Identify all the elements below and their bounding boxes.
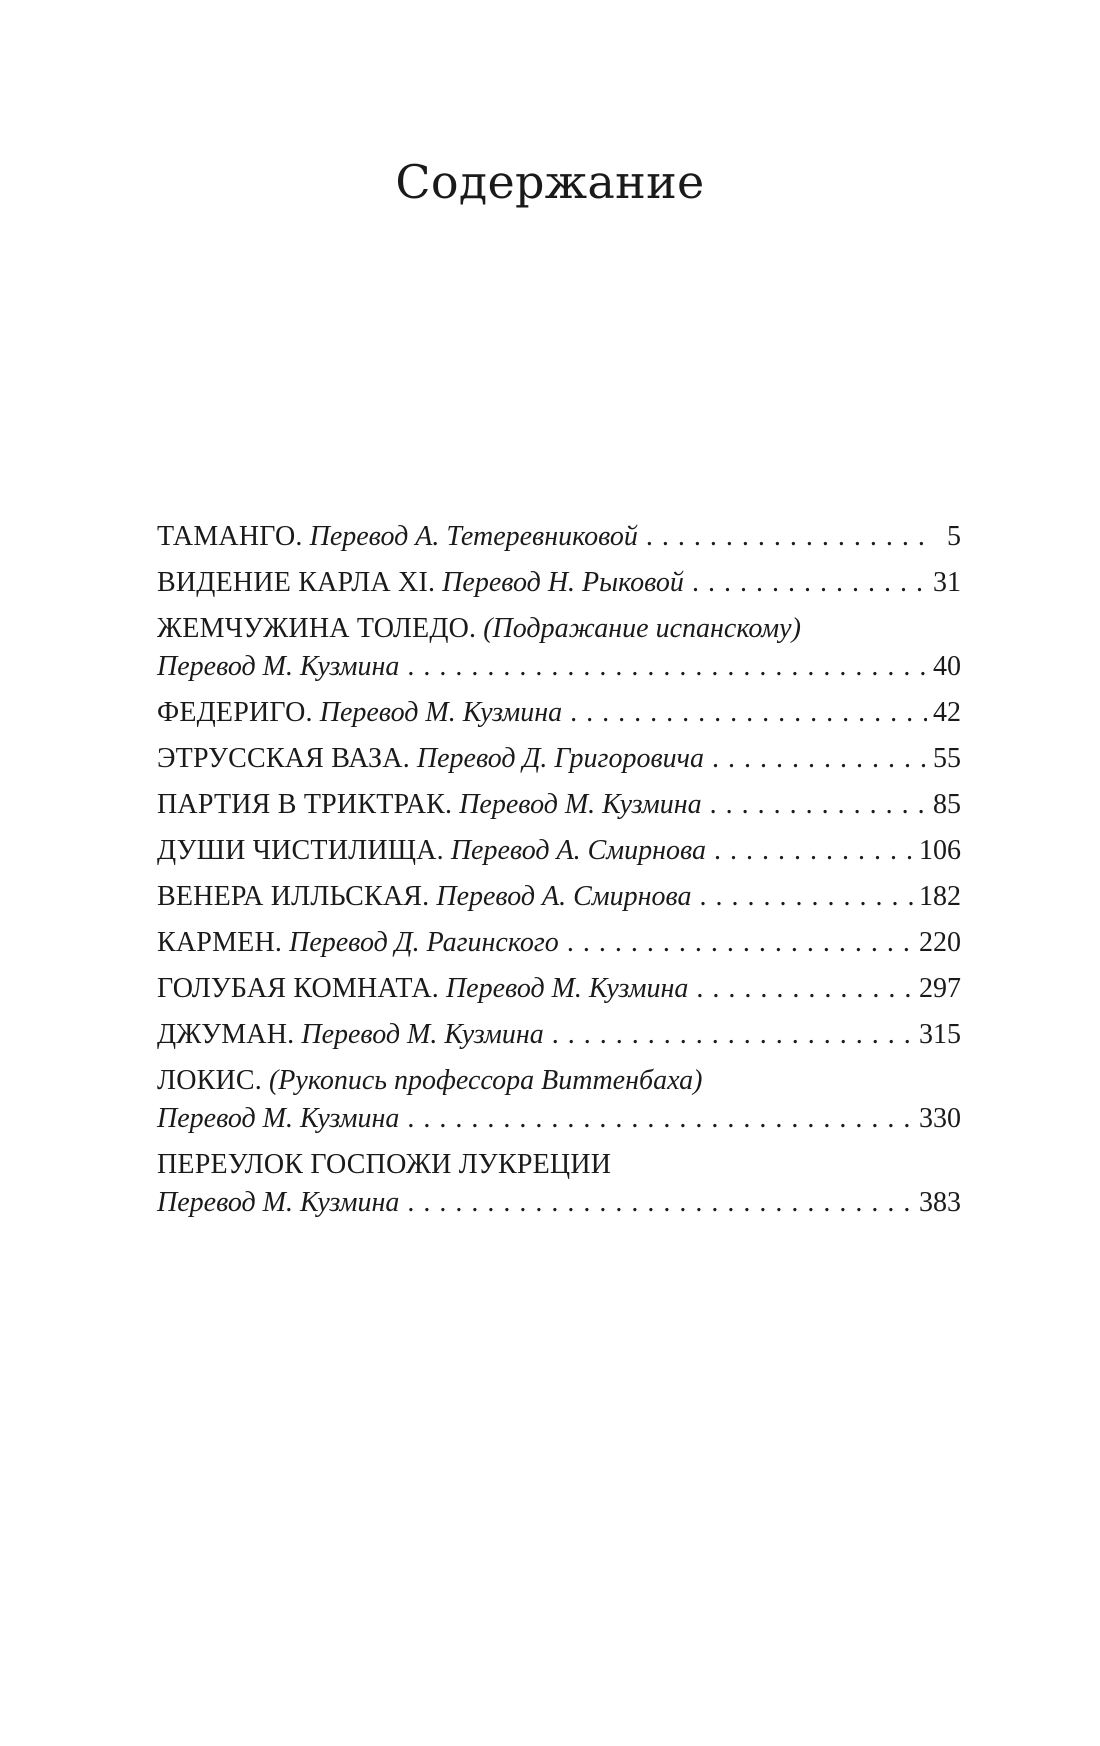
story-title: ЖЕМЧУЖИНА ТОЛЕДО. xyxy=(157,613,477,644)
toc-entry xyxy=(157,694,961,732)
translator: Перевод М. Кузмина xyxy=(157,1187,400,1218)
page-number: 182 xyxy=(919,881,961,912)
translator: Перевод М. Кузмина xyxy=(459,789,702,820)
story-title: ГОЛУБАЯ КОМНАТА. xyxy=(157,973,439,1004)
story-title: ТАМАНГО. xyxy=(157,521,303,552)
leader-dots xyxy=(692,564,927,602)
leader-dots xyxy=(710,786,927,824)
leader-dots xyxy=(696,970,913,1008)
page-number: 383 xyxy=(919,1187,961,1218)
page-number: 315 xyxy=(919,1019,961,1050)
page-number: 31 xyxy=(933,567,961,598)
translator: Перевод Д. Григоровича xyxy=(416,743,704,774)
story-title: ДЖУМАН. xyxy=(157,1019,295,1050)
story-subtitle: (Подражание испанскому) xyxy=(483,613,801,644)
translator: Перевод М. Кузмина xyxy=(157,651,400,682)
toc-line xyxy=(157,832,961,870)
leader-dots xyxy=(700,878,913,916)
table-of-contents xyxy=(157,518,961,1230)
toc-line xyxy=(157,878,961,916)
toc-line xyxy=(157,1062,961,1100)
page-number: 42 xyxy=(933,697,961,728)
page-number: 220 xyxy=(919,927,961,958)
story-title: ПАРТИЯ В ТРИКТРАК. xyxy=(157,789,453,820)
page-number: 330 xyxy=(919,1103,961,1134)
page-number: 55 xyxy=(933,743,961,774)
toc-line xyxy=(157,518,961,556)
story-title: ЛОКИС. xyxy=(157,1065,262,1096)
toc-entry xyxy=(157,878,961,916)
toc-line xyxy=(157,1100,961,1138)
leader-dots xyxy=(570,694,927,732)
story-title: ДУШИ ЧИСТИЛИЩА. xyxy=(157,835,444,866)
leader-dots xyxy=(407,1100,913,1138)
page-title: Содержание xyxy=(395,155,705,209)
leader-dots xyxy=(407,1184,913,1222)
translator: Перевод М. Кузмина xyxy=(157,1103,400,1134)
story-title: ВЕНЕРА ИЛЛЬСКАЯ. xyxy=(157,881,430,912)
toc-line xyxy=(157,924,961,962)
page-number: 5 xyxy=(947,521,961,552)
toc-line xyxy=(157,740,961,778)
story-title: ЭТРУССКАЯ ВАЗА. xyxy=(157,743,410,774)
toc-line xyxy=(157,1146,961,1184)
leader-dots xyxy=(646,518,931,556)
toc-line xyxy=(157,1184,961,1222)
toc-line xyxy=(157,610,961,648)
translator: Перевод М. Кузмина xyxy=(301,1019,544,1050)
page-number: 106 xyxy=(919,835,961,866)
toc-entry xyxy=(157,564,961,602)
toc-entry xyxy=(157,518,961,556)
translator: Перевод А. Смирнова xyxy=(436,881,692,912)
leader-dots xyxy=(714,832,913,870)
page-number: 85 xyxy=(933,789,961,820)
leader-dots xyxy=(407,648,927,686)
translator: Перевод Н. Рыковой xyxy=(442,567,684,598)
toc-entry xyxy=(157,740,961,778)
toc-line xyxy=(157,564,961,602)
toc-entry xyxy=(157,1016,961,1054)
translator: Перевод А. Тетеревниковой xyxy=(309,521,638,552)
leader-dots xyxy=(712,740,927,778)
story-title: ПЕРЕУЛОК ГОСПОЖИ ЛУКРЕЦИИ xyxy=(157,1149,612,1180)
story-title: ФЕДЕРИГО. xyxy=(157,697,313,728)
toc-entry xyxy=(157,832,961,870)
toc-entry xyxy=(157,786,961,824)
toc-entry xyxy=(157,970,961,1008)
leader-dots xyxy=(552,1016,913,1054)
toc-entry xyxy=(157,1146,961,1222)
toc-entry xyxy=(157,1062,961,1138)
page-number: 40 xyxy=(933,651,961,682)
leader-dots xyxy=(567,924,913,962)
story-title: ВИДЕНИЕ КАРЛА XI. xyxy=(157,567,436,598)
translator: Перевод Д. Рагинского xyxy=(289,927,559,958)
toc-line xyxy=(157,1016,961,1054)
translator: Перевод М. Кузмина xyxy=(445,973,689,1004)
toc-line xyxy=(157,694,961,732)
toc-line xyxy=(157,648,961,686)
toc-entry xyxy=(157,610,961,686)
page-number: 297 xyxy=(919,973,961,1004)
story-title: КАРМЕН. xyxy=(157,927,283,958)
story-subtitle: (Рукопись профессора Виттенбаха) xyxy=(268,1065,703,1096)
translator: Перевод М. Кузмина xyxy=(319,697,563,728)
toc-line xyxy=(157,970,961,1008)
toc-line xyxy=(157,786,961,824)
translator: Перевод А. Смирнова xyxy=(450,835,706,866)
toc-entry xyxy=(157,924,961,962)
